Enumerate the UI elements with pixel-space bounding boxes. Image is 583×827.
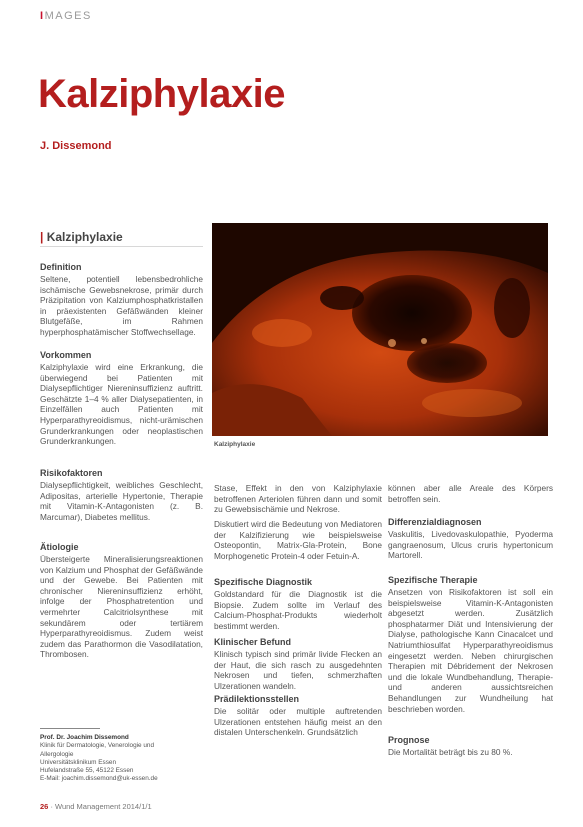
differential-heading: Differenzialdiagnosen	[388, 517, 482, 527]
affiliation-line: Hufelandstraße 55, 45122 Essen	[40, 767, 134, 775]
clinical-heading: Klinischer Befund	[214, 637, 292, 647]
journal-name: · Wund Management 2014/1/1	[50, 802, 152, 811]
predilection-text: Die solitär oder multiple auftretenden Ulzerationen entstehen häufig meist an den distalen Unterschenkeln. Grundsätzlich	[214, 706, 382, 738]
definition-heading: Definition	[40, 262, 82, 272]
prognosis-heading: Prognose	[388, 735, 430, 745]
clinical-text: Klinisch typisch sind primär livide Flecken an der Haut, die sich rasch zu ausgedehnten Nekrosen und tiefen, schmerzhaften Ulzerationen wandeln.	[214, 649, 382, 691]
risk-text: Dialysepflichtigkeit, weibliches Geschlecht, Adipositas, arterielle Hypertonie, Therapie mit Vitamin-K-Antagonisten (z. B. Marcumar), Diabetes mellitus.	[40, 480, 203, 522]
affiliation-line: Klinik für Dermatologie, Venerologie und	[40, 742, 155, 750]
figure-caption: Kalziphylaxie	[214, 441, 256, 448]
diagnostics-heading: Spezifische Diagnostik	[214, 577, 313, 587]
occurrence-heading: Vorkommen	[40, 350, 92, 360]
etiology-text: Übersteigerte Mineralisierungsreaktionen von Kalzium und Phosphat der Gefäßwände und der Gewebe. Bei Patienten mit chronischer Niereninsuffizienz erhöht, infolge der Phosphatretention und vermehrter Calcitriolsynthese mit sekundärem oder tertiärem Hyperparathyreoidismus. Zudem weist zudem das Parathormon die Vasodilatation, Thrombosen.	[40, 554, 203, 660]
affiliation-name: Prof. Dr. Joachim Dissemond	[40, 734, 129, 741]
definition-text: Seltene, potentiell lebensbedrohliche ischämische Gewebsnekrose, primär durch Präzipitation von Kalziumphosphatkristallen in präexistenten Gefäßwänden kleiner Blutgefäße, im Rahmen hyperphosphatämischer Stoffwechsellage.	[40, 274, 203, 337]
therapy-text: Ansetzen von Risikofaktoren ist soll ein beispielsweise Vitamin-K-Antagonisten abgesetzt werden. Zusätzlich phosphatarmer Diät und Intensivierung der Dialyse, pathologische Kann Cinacalcet und Natriumthiosulfat Hyperparathyreoidismus eingesetzt werden. Neben chirurgischen Therapien mit Débridement der Nekrosen und die lokale Wundbehandlung, Therapie- und anderen aussichtsreichen Behandlungen zur Wundheilung hat beschrieben worden.	[388, 587, 553, 714]
col2-intro-text2: Diskutiert wird die Bedeutung von Mediatoren der Kalzifizierung wie beispielsweise Osteopontin, Matrix-Gla-Protein, Bone Morphogenetic Protein-4 oder Fetuin-A.	[214, 519, 382, 561]
predilection-heading: Prädilektionsstellen	[214, 694, 300, 704]
diagnostics-text: Goldstandard für die Diagnostik ist die Biopsie. Zudem sollte im Verlauf des Calcium-Phosphat-Produkts wiederholt bestimmt werden.	[214, 589, 382, 631]
article-title: Kalziphylaxie	[38, 72, 285, 116]
affiliation-line: Allergologie	[40, 750, 74, 758]
section-tag: IMAGES	[40, 10, 92, 22]
page-footer	[40, 802, 152, 811]
wound-illustration	[212, 223, 548, 436]
affiliation-email: E-Mail: joachim.dissemond@uk-essen.de	[40, 775, 158, 783]
differential-text: Vaskulitis, Livedovaskulopathie, Pyoderma gangraenosum, Ulcus cruris hypertonicum Martorell.	[388, 529, 553, 561]
etiology-heading: Ätiologie	[40, 542, 79, 552]
box-rule	[40, 246, 203, 247]
prognosis-text: Die Mortalität beträgt bis zu 80 %.	[388, 747, 513, 757]
clinical-photo	[212, 223, 548, 436]
col2-intro-text: Stase, Effekt in den von Kalziphylaxie betroffenen Arteriolen führen dann und somit zu Gewebsischämie und Nekrose.	[214, 483, 382, 515]
affiliation-rule	[40, 728, 100, 729]
author-affiliation	[40, 734, 210, 784]
risk-heading: Risikofaktoren	[40, 468, 103, 478]
therapy-heading: Spezifische Therapie	[388, 575, 478, 585]
box-heading: | Kalziphylaxie	[40, 230, 123, 244]
occurrence-text: Kalziphylaxie wird eine Erkrankung, die überwiegend bei Patienten mit Dialysepflichtiger Niereninsuffizienz auftritt. Geschätzte 1–4 % aller Dialysepatienten, in Einzelfällen auch Patienten mit Hyperparathyreoidismus, nicht-urämischen Grunderkrankungen oder neoplastischen Grunderkrankungen.	[40, 362, 203, 447]
article-author: J. Dissemond	[40, 140, 112, 152]
page-number: 26	[40, 802, 49, 811]
affiliation-line: Universitätsklinikum Essen	[40, 758, 117, 766]
col3-intro-text: können aber alle Areale des Körpers betroffen sein.	[388, 483, 553, 504]
